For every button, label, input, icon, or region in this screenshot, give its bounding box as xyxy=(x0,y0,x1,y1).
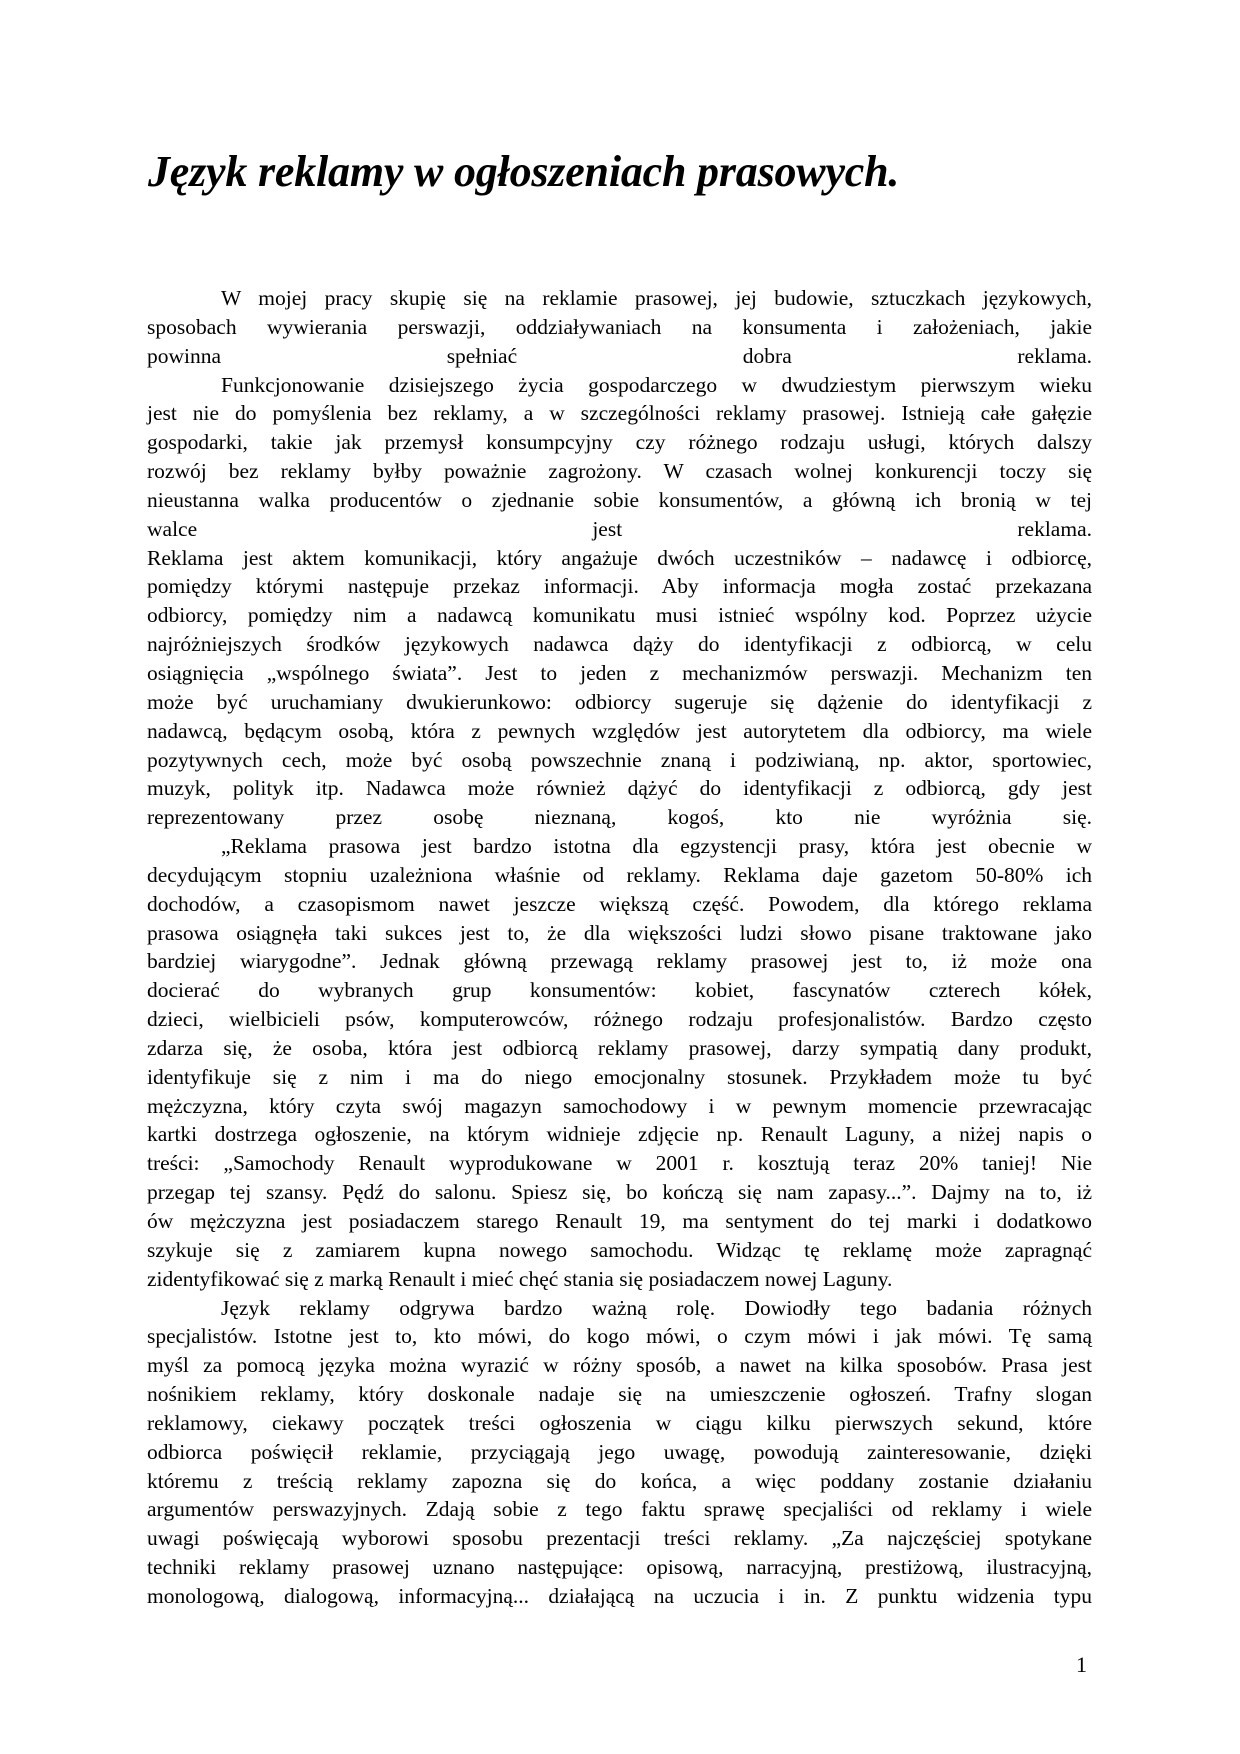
text-line: mężczyzna, który czyta swój magazyn samochodowy i w pewnym momencie przewracając xyxy=(147,1093,1092,1118)
text-line: odbiorca poświęcił reklamie, przyciągają jego uwagę, powodują zainteresowanie, dzięki xyxy=(147,1439,1092,1464)
text-line: gospodarki, takie jak przemysł konsumpcyjny czy różnego rodzaju usługi, których dalszy xyxy=(147,430,1092,455)
text-line: pomiędzy którymi następuje przekaz informacji. Aby informacja mogła zostać przekazana xyxy=(147,574,1092,599)
text-line: któremu z treścią reklamy zapozna się do końca, a więc poddany zostanie działaniu xyxy=(147,1468,1092,1493)
text-line: Reklama jest aktem komunikacji, który angażuje dwóch uczestników – nadawcę i odbiorcę, xyxy=(147,545,1092,570)
text-line: zidentyfikować się z marką Renault i mieć chęć stania się posiadaczem nowej Laguny. xyxy=(147,1266,893,1291)
text-line: najróżniejszych środków językowych nadawca dąży do identyfikacji z odbiorcą, w celu xyxy=(147,632,1092,657)
body-text xyxy=(147,284,1092,1611)
text-line: odbiorcy, pomiędzy nim a nadawcą komunikatu musi istnieć wspólny kod. Poprzez użycie xyxy=(147,603,1092,628)
text-line: nadawcą, będącym osobą, która z pewnych względów jest autorytetem dla odbiorcy, ma wiele xyxy=(147,718,1092,743)
text-line: uwagi poświęcają wyborowi sposobu prezentacji treści reklamy. „Za najczęściej spotykane xyxy=(147,1526,1092,1551)
text-line: myśl za pomocą języka można wyrazić w różny sposób, a nawet na kilka sposobów. Prasa jest xyxy=(147,1353,1092,1378)
text-line: kartki dostrzega ogłoszenie, na którym widnieje zdjęcie np. Renault Laguny, a niżej napis o xyxy=(147,1122,1092,1147)
text-line: prasowa osiągnęła taki sukces jest to, że dla większości ludzi słowo pisane traktowane jako xyxy=(147,920,1092,945)
text-line: specjalistów. Istotne jest to, kto mówi, do kogo mówi, o czym mówi i jak mówi. Tę samą xyxy=(147,1324,1092,1349)
text-line: ów mężczyzna jest posiadaczem starego Renault 19, ma sentyment do tej marki i dodatkowo xyxy=(147,1209,1092,1233)
text-line: rozwój bez reklamy byłby poważnie zagrożony. W czasach wolnej konkurencji toczy się xyxy=(147,459,1092,484)
text-line: Język reklamy odgrywa bardzo ważną rolę. Dowiodły tego badania różnych xyxy=(221,1295,1092,1320)
text-line: reprezentowany przez osobę nieznaną, kogoś, kto nie wyróżnia się. xyxy=(147,805,1092,830)
text-line: nośnikiem reklamy, który doskonale nadaje się na umieszczenie ogłoszeń. Trafny slogan xyxy=(147,1382,1092,1407)
text-line: zdarza się, że osoba, która jest odbiorcą reklamy prasowej, darzy sympatią dany produkt, xyxy=(147,1035,1092,1060)
text-line: muzyk, polityk itp. Nadawca może również dążyć do identyfikacji z odbiorcą, gdy jest xyxy=(147,776,1092,801)
text-line: bardziej wiarygodne”. Jednak główną przewagą reklamy prasowej jest to, iż może ona xyxy=(147,949,1092,974)
text-line: przegap tej szansy. Pędź do salonu. Spiesz się, bo kończą się nam zapasy...”. Dajmy na to, iż xyxy=(147,1180,1092,1205)
text-line: pozytywnych cech, może być osobą powszechnie znaną i podziwianą, np. aktor, sportowiec, xyxy=(147,747,1092,772)
text-line: docierać do wybranych grup konsumentów: kobiet, fascynatów czterech kółek, xyxy=(147,978,1092,1003)
text-line: osiągnięcia „wspólnego świata”. Jest to jeden z mechanizmów perswazji. Mechanizm ten xyxy=(147,660,1092,685)
text-line: dzieci, wielbicieli psów, komputerowców, różnego rodzaju profesjonalistów. Bardzo często xyxy=(147,1007,1092,1032)
text-line: szykuje się z zamiarem kupna nowego samochodu. Widząc tę reklamę może zapragnąć xyxy=(147,1237,1092,1262)
text-line: W mojej pracy skupię się na reklamie prasowej, jej budowie, sztuczkach językowych, xyxy=(221,286,1092,310)
text-line: monologową, dialogową, informacyjną... działającą na uczucia i in. Z punktu widzenia typu xyxy=(147,1583,1092,1608)
text-line: nieustanna walka producentów o zjednanie sobie konsumentów, a główną ich bronią w tej xyxy=(147,487,1092,512)
text-line: techniki reklamy prasowej uznano następujące: opisową, narracyjną, prestiżową, ilustracyjną, xyxy=(147,1555,1092,1580)
text-line: może być uruchamiany dwukierunkowo: odbiorcy sugeruje się dążenie do identyfikacji z xyxy=(147,689,1092,714)
text-line: treści: „Samochody Renault wyprodukowane w 2001 r. kosztują teraz 20% taniej! Nie xyxy=(147,1151,1092,1176)
text-line: „Reklama prasowa jest bardzo istotna dla egzystencji prasy, która jest obecnie w xyxy=(221,834,1092,859)
text-line: Funkcjonowanie dzisiejszego życia gospodarczego w dwudziestym pierwszym wieku xyxy=(221,372,1092,397)
text-line: argumentów perswazyjnych. Zdają sobie z tego faktu sprawę specjaliści od reklamy i wiele xyxy=(147,1497,1092,1522)
text-line: dochodów, a czasopismom nawet jeszcze większą część. Powodem, dla którego reklama xyxy=(147,891,1092,916)
text-line: jest nie do pomyślenia bez reklamy, a w szczególności reklamy prasowej. Istnieją całe gałęzie xyxy=(147,401,1092,426)
text-line: walce jest reklama. xyxy=(147,516,1092,541)
document-title: Język reklamy w ogłoszeniach prasowych. xyxy=(148,147,900,196)
text-line: powinna spełniać dobra reklama. xyxy=(147,343,1092,368)
text-line: sposobach wywierania perswazji, oddziaływaniach na konsumenta i założeniach, jakie xyxy=(147,314,1092,339)
text-line: decydującym stopniu uzależniona właśnie od reklamy. Reklama daje gazetom 50-80% ich xyxy=(147,862,1092,887)
page-number: 1 xyxy=(1076,1652,1087,1677)
text-line: identyfikuje się z nim i ma do niego emocjonalny stosunek. Przykładem może tu być xyxy=(147,1064,1092,1089)
text-line: reklamowy, ciekawy początek treści ogłoszenia w ciągu kilku pierwszych sekund, które xyxy=(147,1410,1092,1435)
